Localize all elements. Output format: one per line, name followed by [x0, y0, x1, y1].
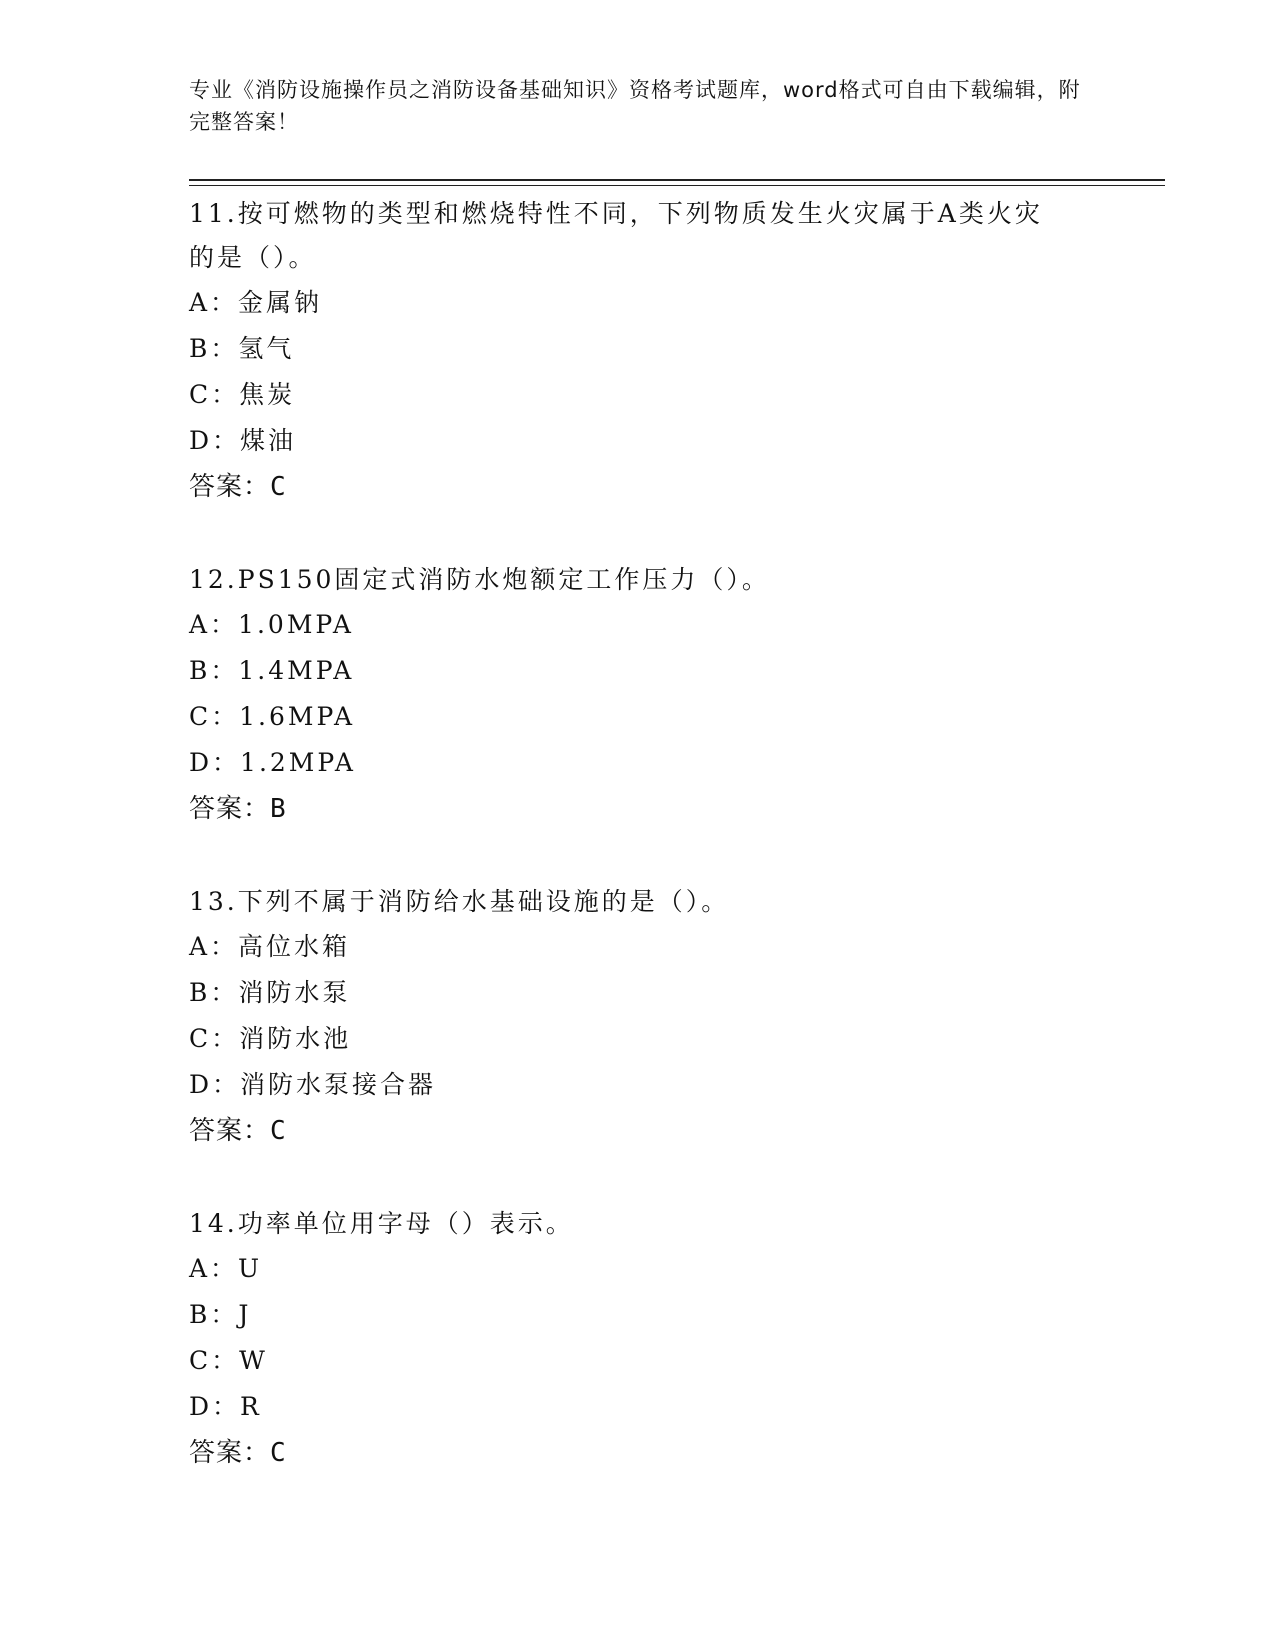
option-c: C：消防水池	[189, 1024, 352, 1053]
option-a: A：金属钠	[189, 288, 323, 317]
answer-label: 答案：	[189, 1438, 271, 1468]
option-a: A：U	[189, 1254, 263, 1283]
option-b: B：氢气	[189, 334, 295, 363]
answer-line	[189, 786, 1089, 832]
question-stem: 13.下列不属于消防给水基础设施的是（）。	[189, 887, 730, 916]
answer-label: 答案：	[189, 794, 271, 824]
question-stem: 11.按可燃物的类型和燃烧特性不同，下列物质发生火灾属于A类火灾的是（）。	[189, 199, 1043, 272]
question-stem: 14.功率单位用字母（）表示。	[189, 1209, 574, 1238]
option-b: B：消防水泵	[189, 978, 351, 1007]
option-b: B：1.4MPA	[189, 656, 355, 685]
header-divider-thin	[189, 185, 1165, 186]
option-c: C：1.6MPA	[189, 702, 356, 731]
option-d: D：R	[189, 1392, 262, 1421]
answer-line	[189, 1108, 1089, 1154]
option-c: C：焦炭	[189, 380, 296, 409]
question-12	[189, 558, 1089, 832]
question-14	[189, 1202, 1089, 1476]
answer-line	[189, 1430, 1089, 1476]
answer-value: C	[270, 472, 287, 502]
answer-value: B	[270, 794, 287, 824]
option-c: C：W	[189, 1346, 268, 1375]
answer-value: C	[270, 1116, 287, 1146]
option-a: A：高位水箱	[189, 932, 351, 961]
answer-label: 答案：	[189, 472, 271, 502]
question-13	[189, 880, 1089, 1154]
answer-label: 答案：	[189, 1116, 271, 1146]
answer-line	[189, 464, 1089, 510]
question-11	[189, 192, 1089, 510]
header-divider	[189, 179, 1165, 181]
question-stem: 12.PS150固定式消防水炮额定工作压力（）。	[189, 565, 770, 594]
document-header: 专业《消防设施操作员之消防设备基础知识》资格考试题库，word格式可自由下载编辑，附完整答案！	[189, 78, 1081, 134]
option-d: D：消防水泵接合器	[189, 1070, 437, 1099]
option-a: A：1.0MPA	[189, 610, 354, 639]
option-b: B：J	[189, 1300, 252, 1329]
option-d: D：1.2MPA	[189, 748, 356, 777]
option-d: D：煤油	[189, 426, 297, 455]
answer-value: C	[270, 1438, 287, 1468]
